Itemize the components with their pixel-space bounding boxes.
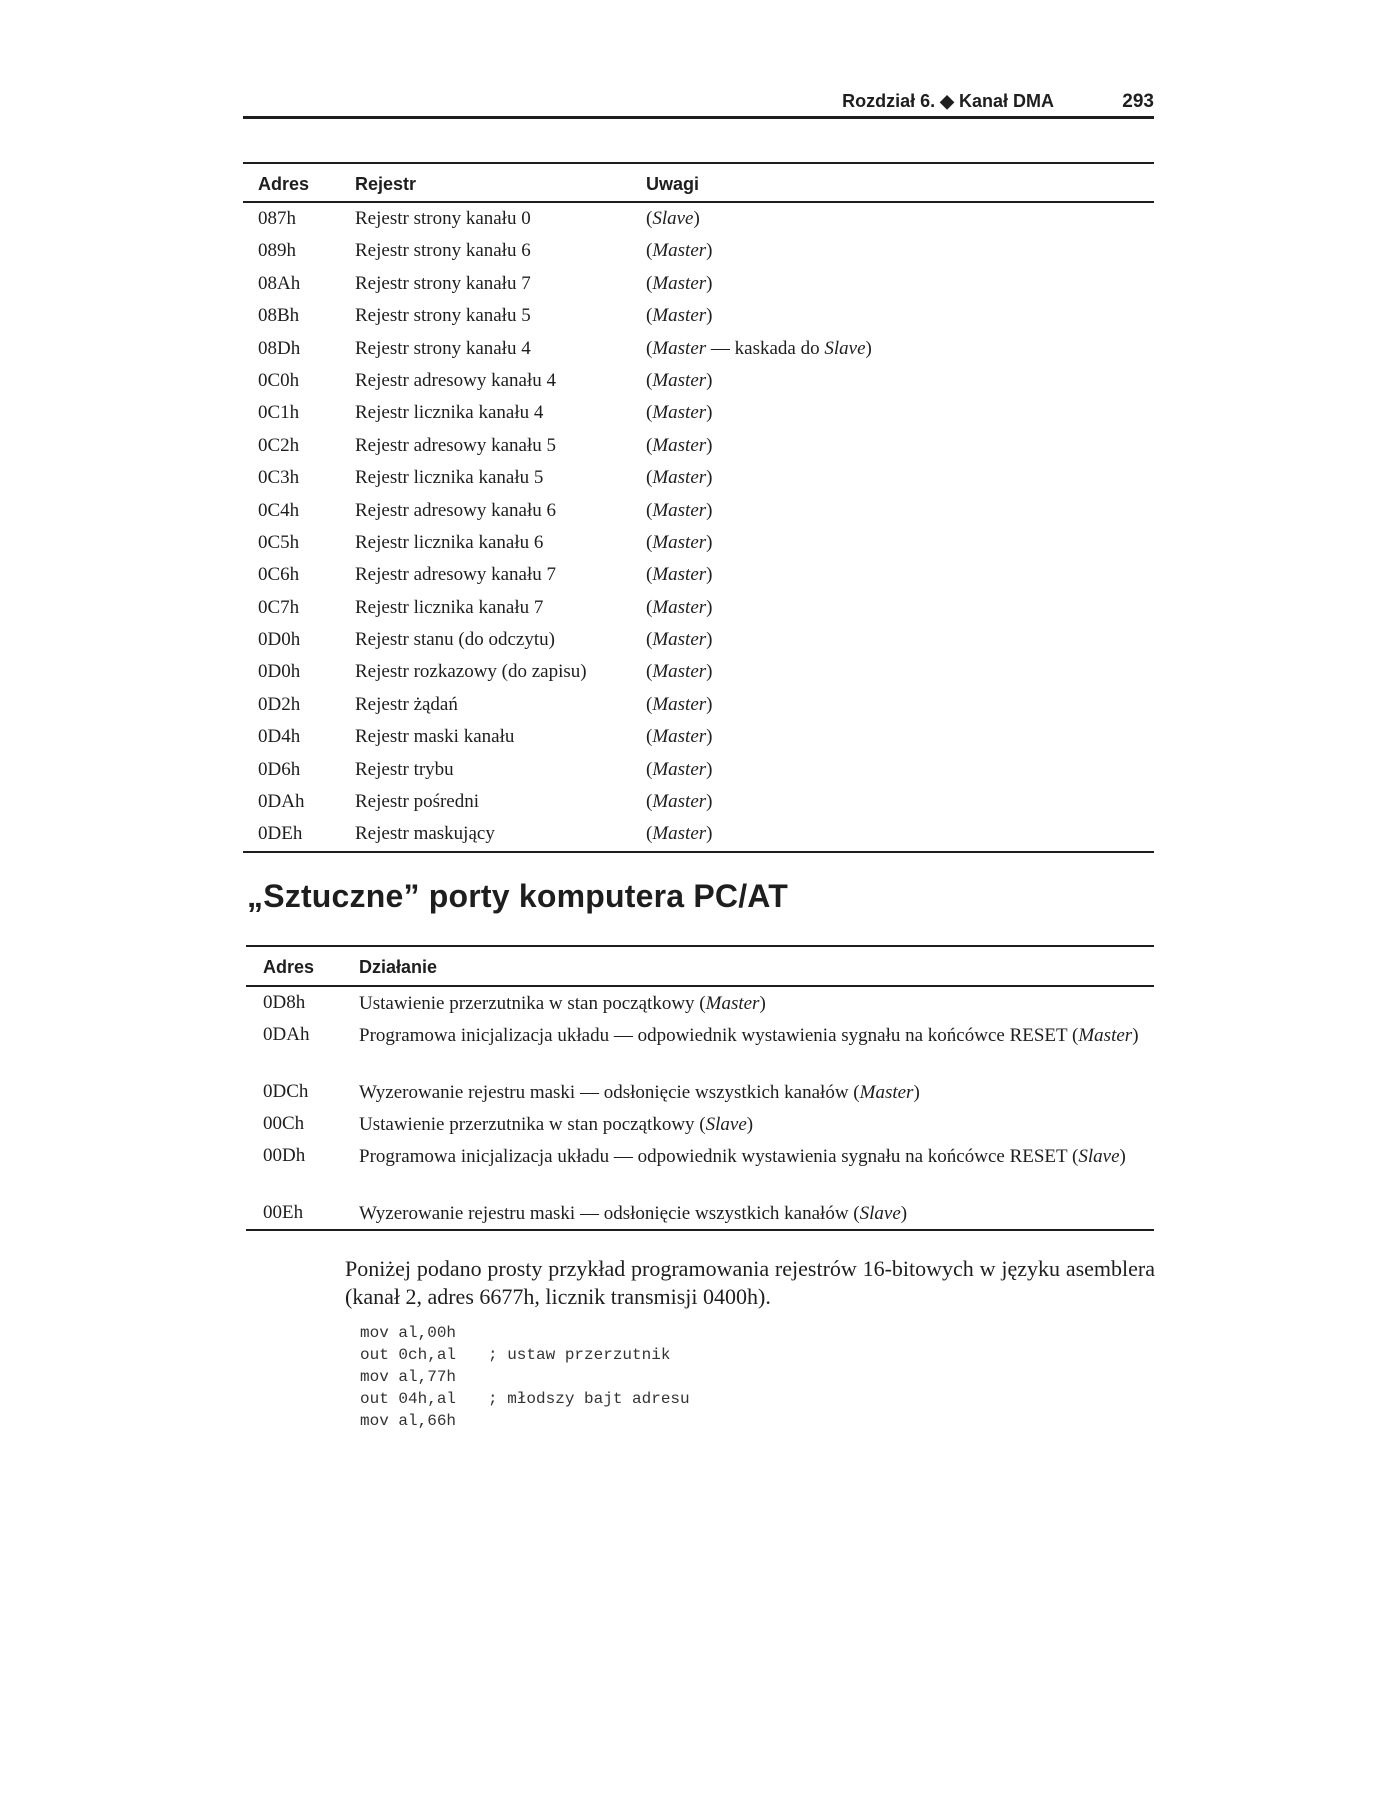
action-table-header [246, 947, 1154, 987]
cell-uwagi: (Master) [646, 272, 713, 294]
table-row [243, 397, 1154, 429]
cell-rejestr: Rejestr maski kanału [355, 726, 515, 748]
header-uwagi: Uwagi [646, 174, 700, 194]
register-table [243, 162, 1154, 853]
cell-adres: 0D0h [258, 661, 301, 683]
cell-adres: 08Ah [258, 272, 301, 294]
code-instruction: out 0ch,al [360, 1346, 457, 1364]
action-table-body [246, 987, 1154, 1229]
table-row [243, 365, 1154, 397]
code-line [360, 1366, 456, 1388]
cell-adres: 00Dh [263, 1145, 306, 1166]
cell-adres: 00Ch [263, 1113, 305, 1134]
cell-adres: 0D2h [258, 693, 301, 715]
cell-uwagi: (Master) [646, 369, 713, 391]
section-title: „Sztuczne” porty komputera PC/AT [247, 878, 788, 914]
table-row [246, 1019, 1154, 1076]
cell-uwagi: (Master) [646, 596, 713, 618]
cell-rejestr: Rejestr strony kanału 7 [355, 272, 531, 294]
cell-dzialanie: Programowa inicjalizacja układu — odpowiednik wystawienia sygnału na końcówce RESET (Master) [359, 1025, 1139, 1046]
register-table-body [243, 203, 1154, 851]
cell-rejestr: Rejestr adresowy kanału 6 [355, 499, 557, 521]
header-rejestr: Rejestr [355, 174, 417, 194]
code-comment: ; młodszy bajt adresu [488, 1390, 690, 1408]
cell-rejestr: Rejestr licznika kanału 7 [355, 596, 544, 618]
cell-uwagi: (Master) [646, 726, 713, 748]
cell-adres: 0D4h [258, 726, 301, 748]
chapter-title: Rozdział 6. ◆ Kanał DMA [842, 91, 1054, 111]
cell-rejestr: Rejestr maskujący [355, 823, 495, 845]
cell-adres: 089h [258, 240, 296, 262]
cell-dzialanie: Wyzerowanie rejestru maski — odsłonięcie wszystkich kanałów (Master) [359, 1082, 920, 1103]
cell-adres: 0DAh [258, 791, 305, 813]
cell-adres: 0D0h [258, 629, 301, 651]
code-instruction: out 04h,al [360, 1390, 457, 1408]
cell-adres: 0C4h [258, 499, 300, 521]
code-line [360, 1388, 690, 1410]
cell-uwagi: (Master) [646, 531, 713, 553]
cell-uwagi: (Master) [646, 629, 713, 651]
cell-dzialanie: Programowa inicjalizacja układu — odpowiednik wystawienia sygnału na końcówce RESET (Slave) [359, 1146, 1126, 1167]
table-row [246, 1197, 1154, 1229]
cell-dzialanie: Ustawienie przerzutnika w stan początkowy (Slave) [359, 1114, 754, 1135]
cell-adres: 00Eh [263, 1202, 304, 1223]
table-row [243, 656, 1154, 688]
code-block [360, 1322, 690, 1432]
table-row [243, 527, 1154, 559]
table-row [243, 592, 1154, 624]
cell-uwagi: (Master) [646, 823, 713, 845]
page-number: 293 [1122, 91, 1154, 112]
table-row [246, 1140, 1154, 1197]
cell-rejestr: Rejestr rozkazowy (do zapisu) [355, 661, 587, 683]
table-row [243, 689, 1154, 721]
cell-adres: 0C5h [258, 531, 300, 553]
cell-dzialanie: Ustawienie przerzutnika w stan początkowy (Master) [359, 993, 766, 1014]
table-row [243, 559, 1154, 591]
code-comment: ; ustaw przerzutnik [488, 1346, 671, 1364]
header-adres: Adres [263, 957, 315, 977]
cell-adres: 0C3h [258, 467, 300, 489]
header-dzialanie: Działanie [359, 957, 438, 977]
cell-uwagi: (Master) [646, 434, 713, 456]
cell-adres: 087h [258, 208, 296, 229]
cell-adres: 0D8h [263, 992, 306, 1013]
cell-uwagi: (Master) [646, 791, 713, 813]
cell-dzialanie: Wyzerowanie rejestru maski — odsłonięcie wszystkich kanałów (Slave) [359, 1203, 908, 1224]
cell-rejestr: Rejestr adresowy kanału 7 [355, 564, 557, 586]
header-adres: Adres [258, 174, 310, 194]
table-row [246, 1076, 1154, 1108]
cell-uwagi: (Master) [646, 467, 713, 489]
code-line [360, 1344, 671, 1366]
cell-rejestr: Rejestr strony kanału 5 [355, 305, 531, 327]
cell-adres: 08Dh [258, 337, 301, 359]
cell-rejestr: Rejestr stanu (do odczytu) [355, 629, 555, 651]
table-row [243, 235, 1154, 267]
table-row [246, 987, 1154, 1019]
code-line [360, 1410, 456, 1432]
cell-adres: 0DCh [263, 1081, 309, 1102]
table-row [243, 786, 1154, 818]
cell-uwagi: (Master) [646, 305, 713, 327]
cell-rejestr: Rejestr strony kanału 6 [355, 240, 531, 262]
table-row [243, 333, 1154, 365]
table-row [246, 1108, 1154, 1140]
cell-adres: 0D6h [258, 758, 301, 780]
cell-adres: 0C0h [258, 369, 300, 391]
table-row [243, 300, 1154, 332]
cell-rejestr: Rejestr strony kanału 4 [355, 337, 531, 359]
table-row [243, 430, 1154, 462]
cell-rejestr: Rejestr pośredni [355, 791, 480, 813]
cell-uwagi: (Master) [646, 240, 713, 262]
cell-uwagi: (Master — kaskada do Slave) [646, 337, 872, 359]
cell-uwagi: (Slave) [646, 208, 700, 229]
action-table [246, 945, 1154, 1231]
cell-rejestr: Rejestr licznika kanału 4 [355, 402, 544, 424]
cell-adres: 0C7h [258, 596, 300, 618]
cell-rejestr: Rejestr trybu [355, 758, 454, 780]
code-line [360, 1322, 456, 1344]
cell-adres: 0DAh [263, 1024, 310, 1045]
table-row [243, 754, 1154, 786]
cell-uwagi: (Master) [646, 402, 713, 424]
table-row [243, 495, 1154, 527]
cell-rejestr: Rejestr licznika kanału 6 [355, 531, 544, 553]
cell-rejestr: Rejestr żądań [355, 693, 458, 715]
table-row [243, 818, 1154, 850]
cell-uwagi: (Master) [646, 564, 713, 586]
cell-adres: 0DEh [258, 823, 303, 845]
cell-adres: 0C1h [258, 402, 300, 424]
cell-adres: 0C6h [258, 564, 300, 586]
page-header [243, 88, 1154, 119]
cell-uwagi: (Master) [646, 758, 713, 780]
cell-rejestr: Rejestr adresowy kanału 5 [355, 434, 557, 456]
cell-uwagi: (Master) [646, 499, 713, 521]
table-row [243, 462, 1154, 494]
code-instruction: mov al,66h [360, 1412, 457, 1430]
table-row [243, 721, 1154, 753]
cell-adres: 0C2h [258, 434, 300, 456]
body-paragraph: Poniżej podano prosty przykład programowania rejestrów 16-bitowych w języku asemblera (kanał 2, adres 6677h, licznik transmisji 0400h). [345, 1256, 1155, 1309]
cell-uwagi: (Master) [646, 693, 713, 715]
cell-rejestr: Rejestr adresowy kanału 4 [355, 369, 557, 391]
cell-rejestr: Rejestr licznika kanału 5 [355, 467, 544, 489]
table-row [243, 203, 1154, 235]
table-row [243, 268, 1154, 300]
cell-uwagi: (Master) [646, 661, 713, 683]
cell-rejestr: Rejestr strony kanału 0 [355, 208, 531, 229]
cell-adres: 08Bh [258, 305, 300, 327]
table-row [243, 624, 1154, 656]
code-instruction: mov al,00h [360, 1324, 457, 1342]
register-table-header [243, 164, 1154, 203]
code-instruction: mov al,77h [360, 1368, 457, 1386]
